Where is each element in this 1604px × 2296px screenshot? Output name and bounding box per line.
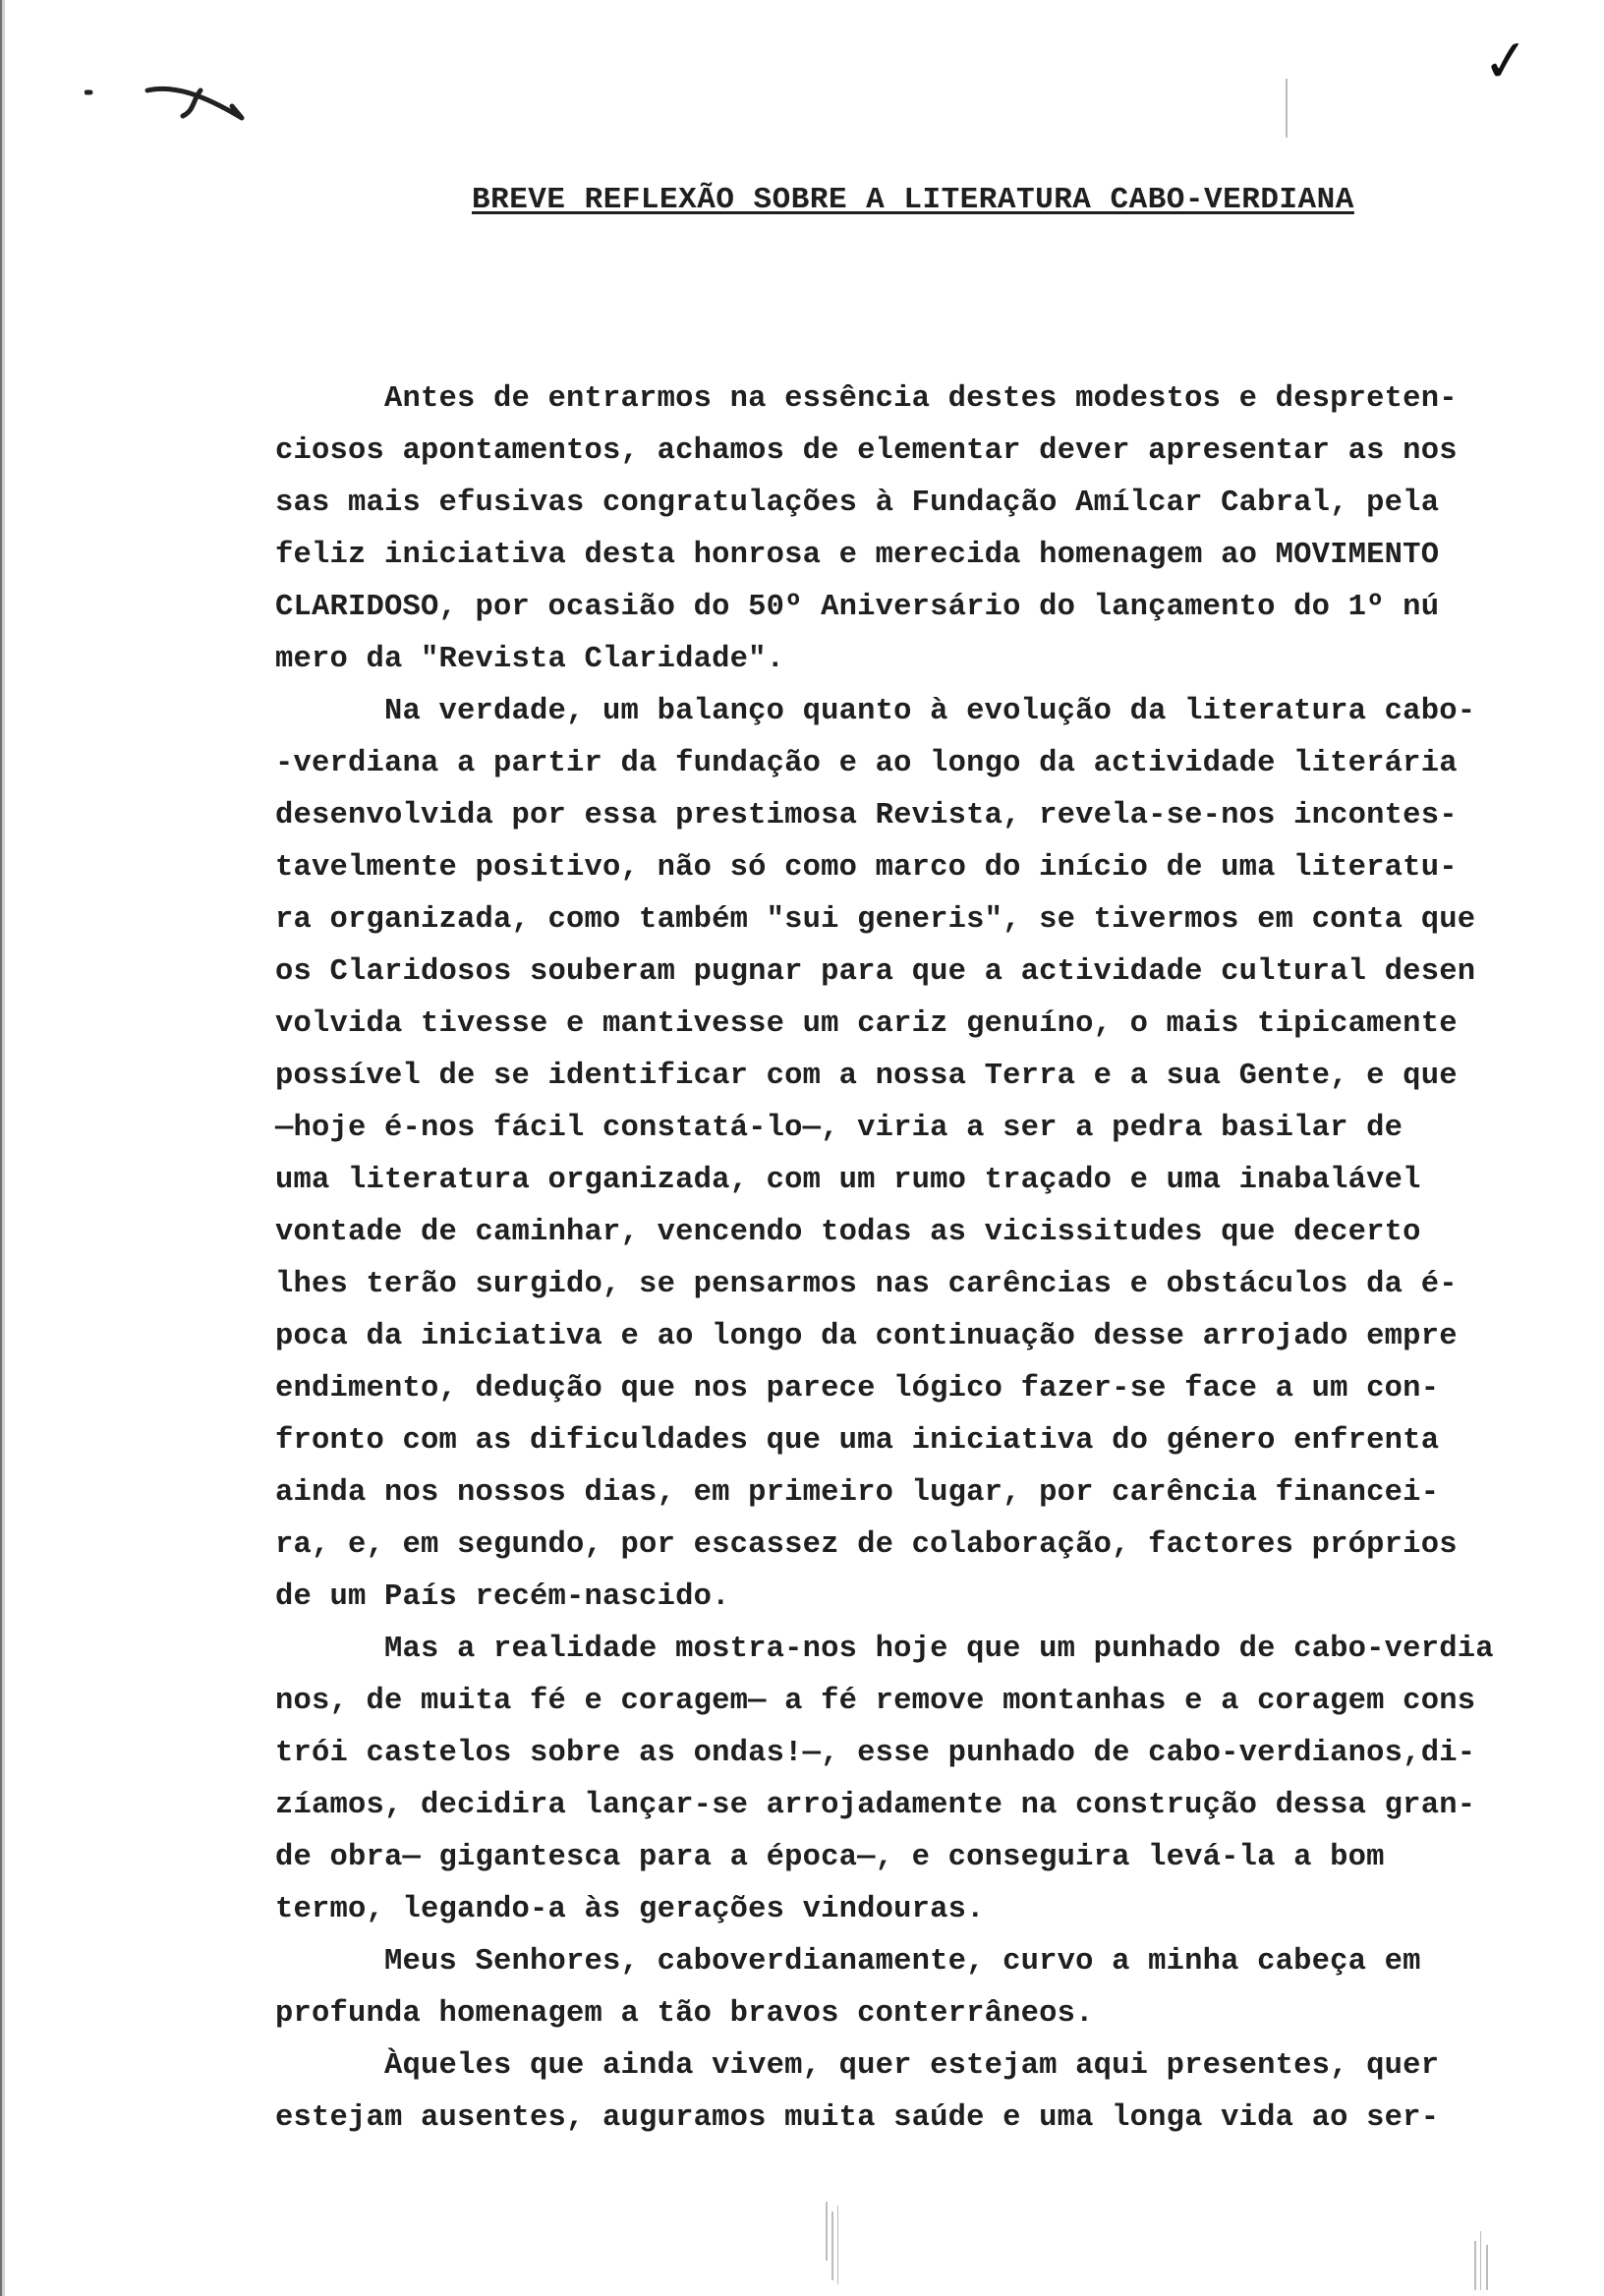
text-line: endimento, dedução que nos parece lógico fazer-se face a um con- bbox=[275, 1372, 1440, 1406]
text-line: ciosos apontamentos, achamos de elementar dever apresentar as nos bbox=[275, 434, 1458, 468]
text-line: profunda homenagem a tão bravos conterrâneos. bbox=[275, 1997, 1094, 2031]
text-line: -verdiana a partir da fundação e ao longo da actividade literária bbox=[275, 747, 1458, 780]
text-line: de um País recém-nascido. bbox=[275, 1580, 730, 1614]
text-line: Antes de entrarmos na essência destes modestos e despreten- bbox=[275, 382, 1458, 416]
text-line: possível de se identificar com a nossa Terra e a sua Gente, e que bbox=[275, 1060, 1458, 1093]
text-line: mero da "Revista Claridade". bbox=[275, 643, 785, 676]
text-line: feliz iniciativa desta honrosa e merecida homenagem ao MOVIMENTO bbox=[275, 539, 1440, 572]
text-line: sas mais efusivas congratulações à Fundação Amílcar Cabral, pela bbox=[275, 487, 1440, 520]
text-line: fronto com as dificuldades que uma iniciativa do género enfrenta bbox=[275, 1424, 1440, 1458]
text-line: zíamos, decidira lançar-se arrojadamente na construção dessa gran- bbox=[275, 1789, 1476, 1822]
text-line: ra, e, em segundo, por escassez de colaboração, factores próprios bbox=[275, 1528, 1458, 1562]
text-line: nos, de muita fé e coragem— a fé remove montanhas e a coragem cons bbox=[275, 1685, 1476, 1718]
text-line: termo, legando-a às gerações vindouras. bbox=[275, 1893, 985, 1926]
text-line: estejam ausentes, auguramos muita saúde e uma longa vida ao ser- bbox=[275, 2101, 1440, 2135]
handwritten-checkmark-icon: ✓ bbox=[1478, 25, 1534, 97]
document-title: BREVE REFLEXÃO SOBRE A LITERATURA CABO-VERDIANA bbox=[472, 183, 1354, 217]
text-line: vontade de caminhar, vencendo todas as vicissitudes que decerto bbox=[275, 1216, 1421, 1249]
text-line: desenvolvida por essa prestimosa Revista, revela-se-nos incontes- bbox=[275, 799, 1458, 832]
text-line: Na verdade, um balanço quanto à evolução da literatura cabo- bbox=[275, 695, 1476, 728]
scan-left-border bbox=[0, 0, 14, 2296]
text-line: os Claridosos souberam pugnar para que a actividade cultural desen bbox=[275, 955, 1476, 989]
text-line: uma literatura organizada, com um rumo traçado e uma inabalável bbox=[275, 1164, 1421, 1197]
text-line: CLARIDOSO, por ocasião do 50º Aniversário do lançamento do 1º nú bbox=[275, 591, 1440, 624]
text-line: lhes terão surgido, se pensarmos nas carências e obstáculos da é- bbox=[275, 1268, 1458, 1301]
handwritten-arrow-icon bbox=[85, 81, 261, 140]
text-line: ainda nos nossos dias, em primeiro lugar, por carência financei- bbox=[275, 1476, 1440, 1510]
text-line: poca da iniciativa e ao longo da continuação desse arrojado empre bbox=[275, 1320, 1458, 1353]
text-line: trói castelos sobre as ondas!—, esse punhado de cabo-verdianos,di- bbox=[275, 1737, 1476, 1770]
text-line: Meus Senhores, caboverdianamente, curvo a minha cabeça em bbox=[275, 1945, 1421, 1979]
scan-footer-noise bbox=[0, 2202, 1604, 2296]
text-line: —hoje é-nos fácil constatá-lo—, viria a ser a pedra basilar de bbox=[275, 1112, 1404, 1145]
body-text bbox=[275, 373, 1543, 2145]
text-line: ra organizada, como também "sui generis", se tivermos em conta que bbox=[275, 903, 1476, 937]
text-line: Àqueles que ainda vivem, quer estejam aqui presentes, quer bbox=[275, 2049, 1440, 2083]
text-line: Mas a realidade mostra-nos hoje que um punhado de cabo-verdia bbox=[275, 1633, 1494, 1666]
scan-mark bbox=[1286, 79, 1288, 138]
text-line: de obra— gigantesca para a época—, e conseguira levá-la a bom bbox=[275, 1841, 1385, 1874]
text-line: volvida tivesse e mantivesse um cariz genuíno, o mais tipicamente bbox=[275, 1007, 1458, 1041]
text-line: tavelmente positivo, não só como marco do início de uma literatu- bbox=[275, 851, 1458, 885]
